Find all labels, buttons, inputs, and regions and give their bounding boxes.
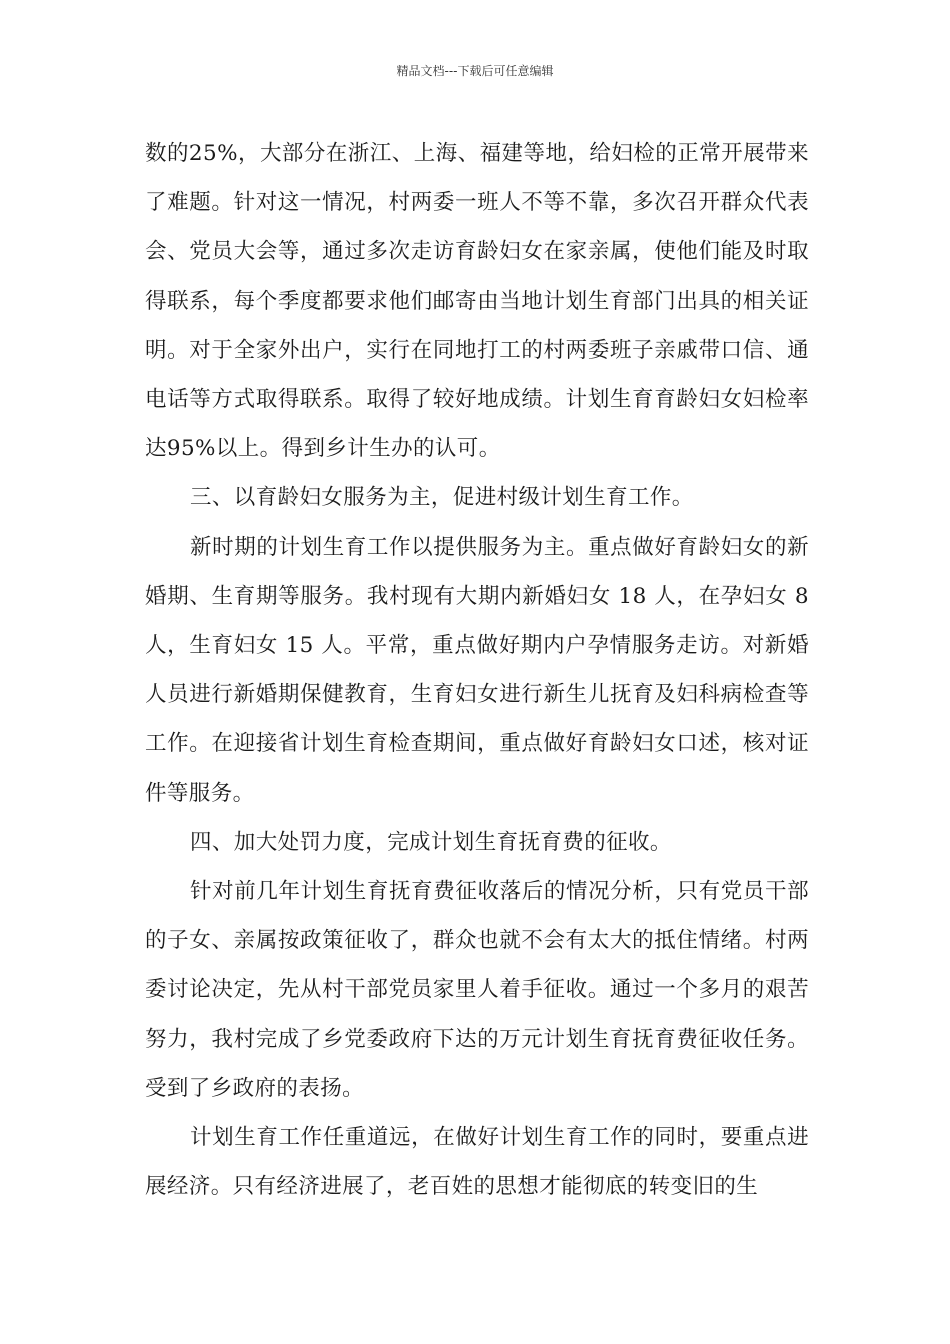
section-heading-3: 三、以育龄妇女服务为主，促进村级计划生育工作。	[190, 485, 694, 511]
page-header: 精品文档---下载后可任意编辑	[396, 64, 554, 78]
paragraph-continuation: 数的25%，大部分在浙江、上海、福建等地，给妇检的正常开展带来了难题。针对这一情况，村两委一班人不等不靠，多次召开群众代表会、党员大会等，通过多次走访育龄妇女在家亲属，使他们能及时取得联系，每个季度都要求他们邮寄由当地计划生育部门出具的相关证明。对于全家外出户，实行在同地打工的村两委班子亲戚带口信、通电话等方式取得联系。取得了较好地成绩。计划生育育龄妇女妇检率达95%以上。得到乡计生办的认可。	[145, 141, 809, 462]
paragraph-fee-collection: 针对前几年计划生育抚育费征收落后的情况分析，只有党员干部的子女、亲属按政策征收了，群众也就不会有太大的抵住情绪。村两委讨论决定，先从村干部党员家里人着手征收。通过一个多月的艰苦努力，我村完成了乡党委政府下达的万元计划生育抚育费征收任务。受到了乡政府的表扬。	[145, 879, 809, 1101]
document-body	[145, 129, 809, 1211]
paragraph-services: 新时期的计划生育工作以提供服务为主。重点做好育龄妇女的新婚期、生育期等服务。我村现有大期内新婚妇女 18 人，在孕妇女 8 人，生育妇女 15 人。平常，重点做好期内户孕情服务走访。对新婚人员进行新婚期保健教育，生育妇女进行新生儿抚育及妇科病检查等工作。在迎接省计划生育检查期间，重点做好育龄妇女口述，核对证件等服务。	[145, 534, 809, 806]
section-heading-4: 四、加大处罚力度，完成计划生育抚育费的征收。	[190, 829, 672, 855]
paragraph-conclusion: 计划生育工作任重道远，在做好计划生育工作的同时，要重点进展经济。只有经济进展了，老百姓的思想才能彻底的转变旧的生	[145, 1125, 809, 1200]
